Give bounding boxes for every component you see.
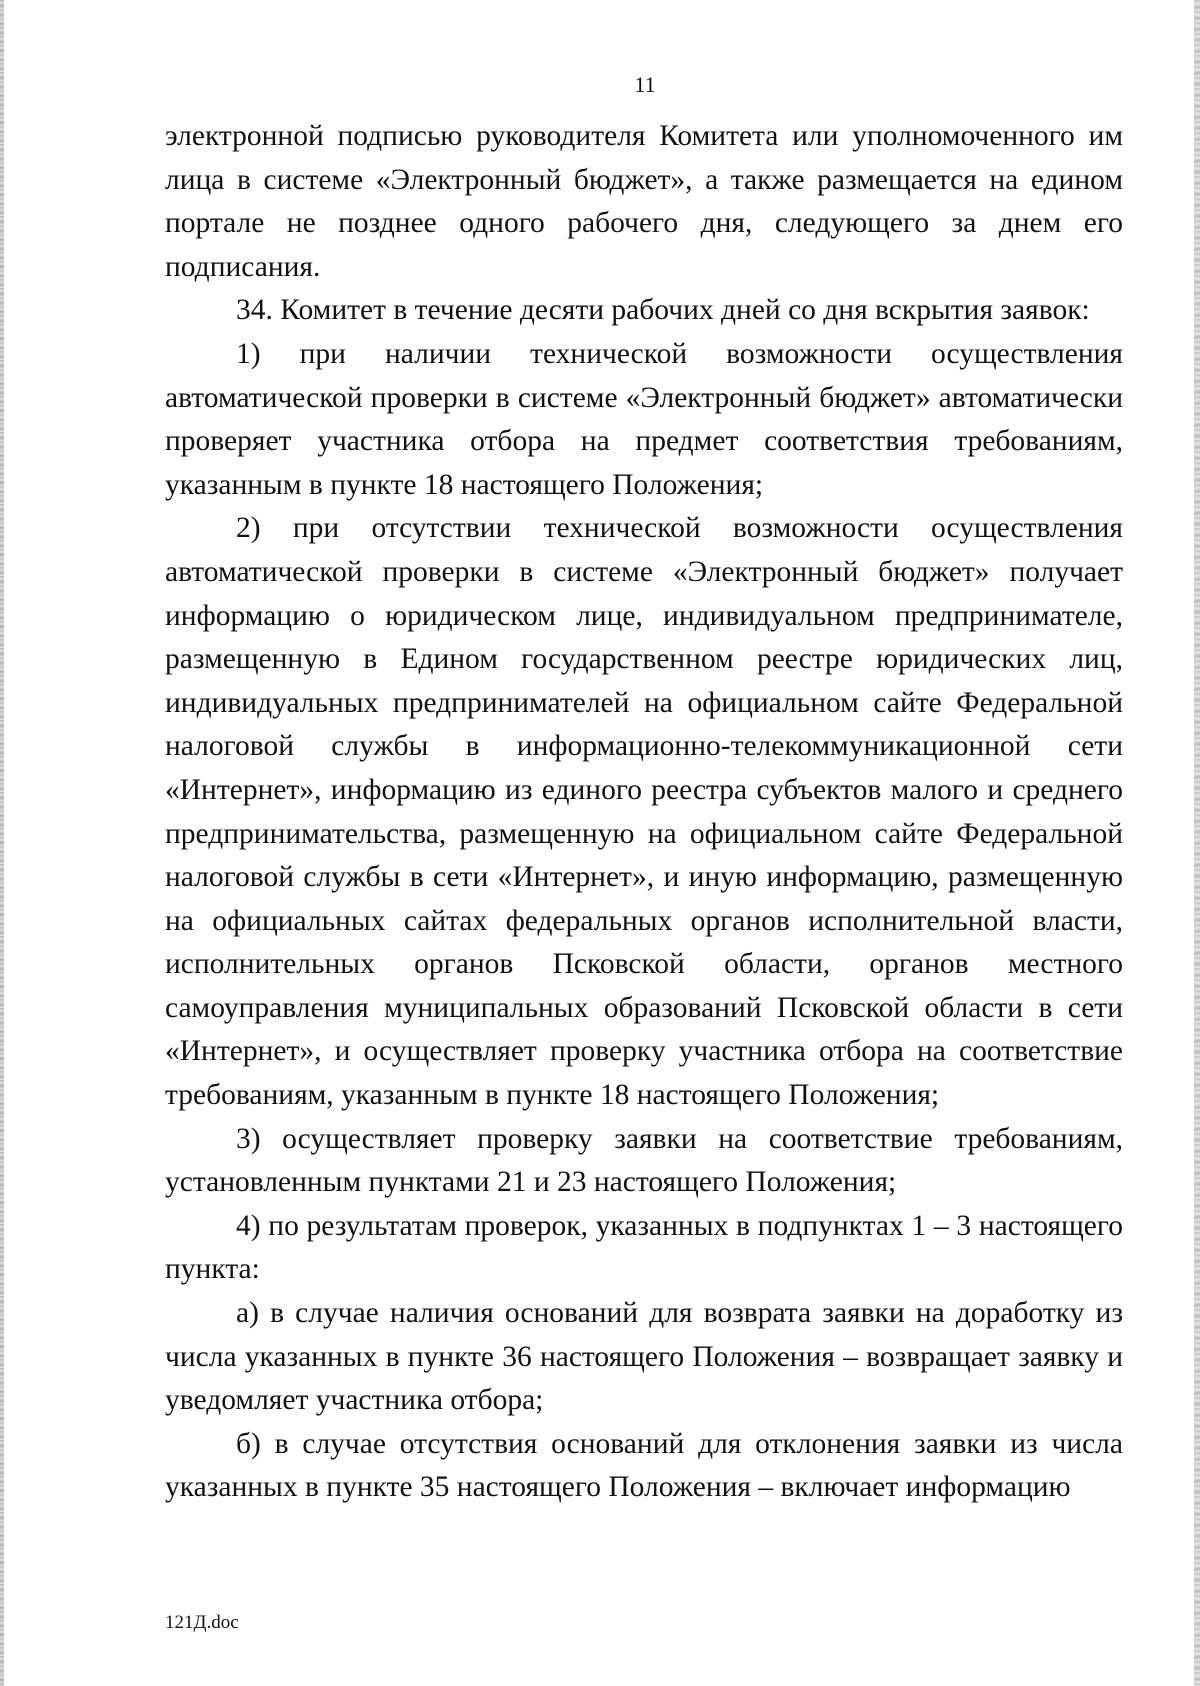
paragraph-subitem-2: 2) при отсутствии технической возможности осуществления автоматической проверки в системе «Электронный бюджет» получает информацию о юридическом лице, индивидуальном предпринимателе, размещенную в Едином государственном реестре юридических лиц, индивидуальных предпринимателей на официальном сайте Федеральной налоговой службы в информационно-телекоммуникационной сети «Интернет», информацию из единого реестра субъектов малого и среднего предпринимательства, размещенную на официальном сайте Федеральной налоговой службы в сети «Интернет», и иную информацию, размещенную на официальных сайтах федеральных органов исполнительной власти, исполнительных органов Псковской области, органов местного самоуправления муниципальных образований Псковской области в сети «Интернет», и осуществляет проверку участника отбора на соответствие требованиям, указанным в пункте 18 настоящего Положения; <box>165 512 1123 1112</box>
paragraph-item-34: 34. Комитет в течение десяти рабочих дней со дня вскрытия заявок: <box>236 294 1090 327</box>
paragraph-subitem-1: 1) при наличии технической возможности осуществления автоматической проверки в системе «Электронный бюджет» автоматически проверяет участника отбора на предмет соответствия требованиям, указанным в пункте 18 настоящего Положения; <box>165 337 1123 501</box>
paragraph-continuation: электронной подписью руководителя Комитета или уполномоченного им лица в системе «Электронный бюджет», а также размещается на едином портале не позднее одного рабочего дня, следующего за днем его подписания. <box>165 120 1123 283</box>
scan-edge-left <box>0 0 4 1686</box>
page-number: 11 <box>634 72 656 97</box>
footer-filename: 121Д.doc <box>165 1612 239 1633</box>
paragraph-subitem-b: б) в случае отсутствия оснований для отклонения заявки из числа указанных в пункте 35 настоящего Положения – включает информацию <box>165 1427 1123 1504</box>
paragraph-subitem-4: 4) по результатам проверок, указанных в подпунктах 1 – 3 настоящего пункта: <box>165 1209 1123 1286</box>
paragraph-subitem-a: а) в случае наличия оснований для возврата заявки на доработку из числа указанных в пункте 36 настоящего Положения – возвращает заявку и уведомляет участника отбора; <box>165 1297 1123 1417</box>
scan-edge-right <box>1194 0 1200 1686</box>
document-body <box>165 115 1123 1510</box>
paragraph-subitem-3: 3) осуществляет проверку заявки на соответствие требованиям, установленным пунктами 21 и 23 настоящего Положения; <box>165 1122 1123 1199</box>
